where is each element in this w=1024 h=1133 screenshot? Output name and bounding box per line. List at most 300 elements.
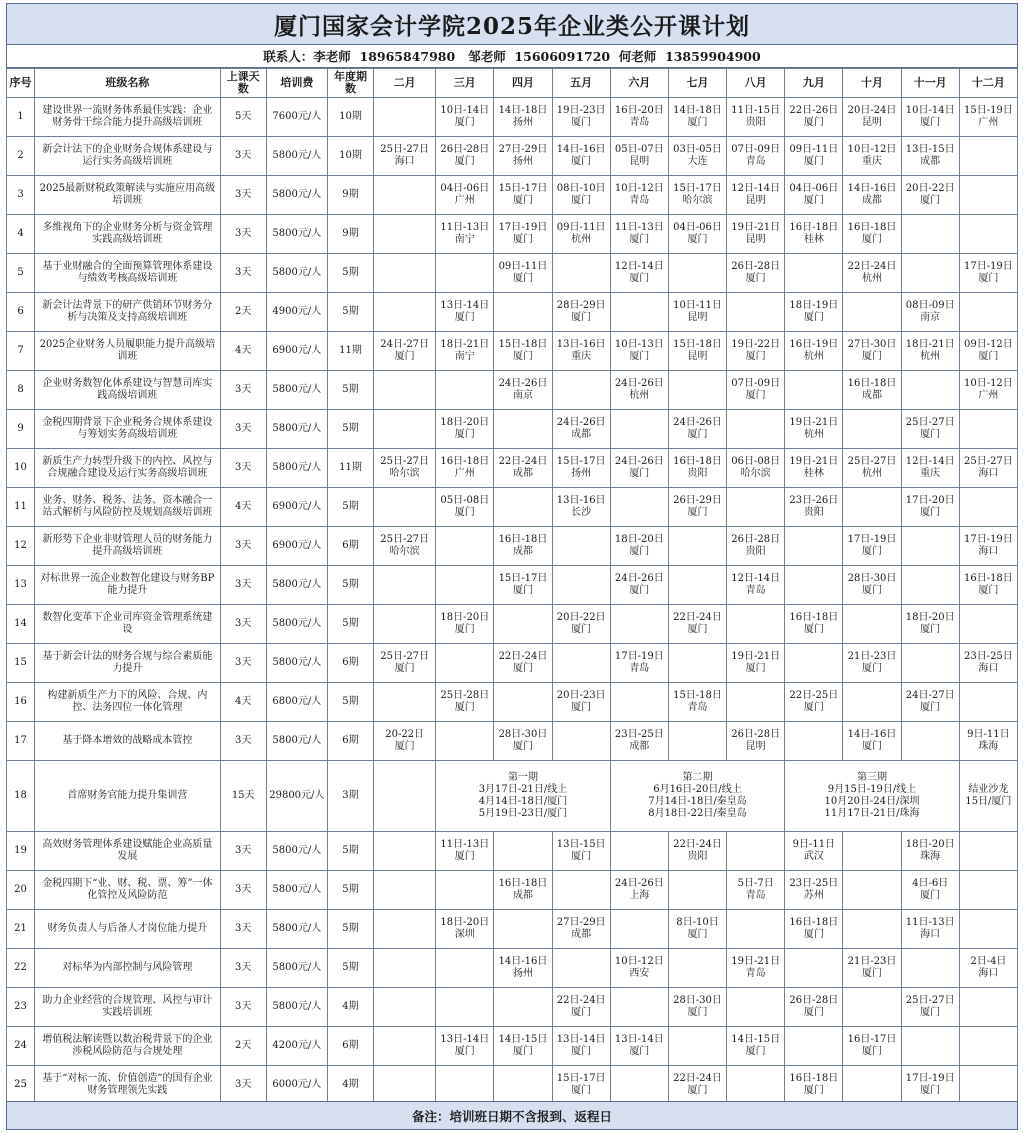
phase-line: 3月17日-21日/线上 [478, 784, 568, 795]
session-cell [668, 605, 726, 644]
session-line: 18日-20日 [440, 612, 490, 623]
session-line: 厦门 [803, 156, 824, 167]
session-line: 厦门 [454, 156, 475, 167]
session-cell [374, 254, 436, 293]
session-line: 24日-26日 [673, 417, 722, 428]
session-line: 20日-23日 [556, 690, 606, 701]
session-cell [436, 98, 494, 137]
table-row [7, 176, 1018, 215]
session-line: 22日-26日 [789, 105, 839, 116]
session-cell [843, 371, 901, 410]
course-periods: 11期 [327, 332, 373, 371]
session-cell [727, 1027, 785, 1066]
session-cell [901, 215, 959, 254]
session-cell [901, 988, 959, 1027]
session-cell [727, 410, 785, 449]
row-number: 23 [7, 988, 35, 1027]
session-cell [668, 988, 726, 1027]
session-cell [552, 254, 610, 293]
session-cell [727, 527, 785, 566]
column-header: 十一月 [901, 69, 959, 98]
row-number: 2 [7, 137, 35, 176]
table-row [7, 722, 1018, 761]
session-line: 厦门 [571, 156, 592, 167]
session-line: 18日-20日 [905, 612, 955, 623]
session-cell [494, 254, 552, 293]
session-line: 19日-21日 [731, 956, 781, 967]
course-periods: 5期 [327, 605, 373, 644]
session-cell [552, 566, 610, 605]
session-cell [785, 488, 843, 527]
session-cell [610, 449, 668, 488]
course-fee: 5800元/人 [266, 910, 327, 949]
session-line: 17日-20日 [905, 495, 955, 506]
session-line: 杭州 [920, 351, 941, 362]
session-line: 珠海 [978, 741, 999, 752]
session-cell [668, 215, 726, 254]
course-periods: 6期 [327, 527, 373, 566]
session-line: 厦门 [454, 312, 475, 323]
table-row [7, 293, 1018, 332]
session-line: 深圳 [454, 929, 475, 940]
session-line: 10日-14日 [905, 105, 955, 116]
session-line: 厦门 [629, 546, 650, 557]
session-line: 27日-29日 [556, 917, 606, 928]
session-cell [727, 644, 785, 683]
session-line: 厦门 [512, 585, 533, 596]
course-days: 3天 [220, 176, 266, 215]
course-periods: 5期 [327, 949, 373, 988]
session-line: 07日-09日 [731, 378, 781, 389]
column-header: 五月 [552, 69, 610, 98]
session-cell [552, 949, 610, 988]
session-cell [843, 605, 901, 644]
session-cell [610, 488, 668, 527]
session-cell [785, 215, 843, 254]
phase-line: 第一期 [507, 772, 538, 783]
course-periods: 5期 [327, 293, 373, 332]
session-cell [668, 1027, 726, 1066]
session-cell [959, 683, 1017, 722]
session-line: 28日-30日 [498, 729, 548, 740]
session-line: 南宁 [454, 234, 475, 245]
session-line: 桂林 [803, 234, 824, 245]
row-number: 19 [7, 832, 35, 871]
session-cell [374, 449, 436, 488]
session-cell [494, 910, 552, 949]
session-line: 12日-14日 [905, 456, 955, 467]
session-line: 贵阳 [745, 117, 766, 128]
session-line: 厦门 [571, 117, 592, 128]
course-fee: 5800元/人 [266, 871, 327, 910]
session-cell [843, 1027, 901, 1066]
session-line: 厦门 [803, 117, 824, 128]
session-cell [901, 449, 959, 488]
session-cell [374, 722, 436, 761]
session-cell [843, 410, 901, 449]
session-cell [843, 176, 901, 215]
session-line: 4日-6日 [912, 878, 949, 889]
session-cell [374, 293, 436, 332]
session-cell [727, 683, 785, 722]
course-fee: 6900元/人 [266, 527, 327, 566]
session-line: 杭州 [803, 429, 824, 440]
session-line: 海口 [394, 156, 415, 167]
session-line: 厦门 [454, 507, 475, 518]
course-periods: 5期 [327, 832, 373, 871]
session-line: 19日-22日 [731, 339, 781, 350]
course-days: 3天 [220, 254, 266, 293]
session-cell [668, 449, 726, 488]
session-line: 18日-20日 [440, 917, 490, 928]
table-row [7, 527, 1018, 566]
session-cell [436, 254, 494, 293]
session-cell [959, 137, 1017, 176]
session-cell [727, 722, 785, 761]
session-line: 海口 [978, 468, 999, 479]
session-cell [610, 683, 668, 722]
session-line: 厦门 [687, 117, 708, 128]
course-name: 业务、财务、税务、法务、资本融合一站式解析与风险防控及规划高级培训班 [35, 488, 221, 527]
row-number: 3 [7, 176, 35, 215]
column-header: 十二月 [959, 69, 1017, 98]
session-line: 11日-13日 [905, 917, 955, 928]
session-cell [785, 832, 843, 871]
session-cell [901, 832, 959, 871]
session-cell [552, 371, 610, 410]
session-line: 10日-12日 [614, 956, 664, 967]
table-row [7, 488, 1018, 527]
course-name: 基于“对标一流、价值创造”的国有企业财务管理领先实践 [35, 1066, 221, 1105]
course-days: 4天 [220, 332, 266, 371]
session-line: 13日-15日 [556, 839, 606, 850]
course-periods: 4期 [327, 988, 373, 1027]
course-fee: 5800元/人 [266, 176, 327, 215]
session-line: 厦门 [687, 1007, 708, 1018]
phase-line: 9月15日-19日/线上 [827, 784, 917, 795]
phase-cell [610, 761, 785, 832]
session-cell [668, 254, 726, 293]
phase-line: 5月19日-23日/厦门 [478, 808, 568, 819]
session-cell [959, 449, 1017, 488]
session-line: 厦门 [920, 624, 941, 635]
session-line: 厦门 [687, 429, 708, 440]
session-line: 海口 [978, 968, 999, 979]
session-cell [727, 488, 785, 527]
session-line: 厦门 [862, 351, 882, 362]
session-cell [959, 761, 1017, 832]
session-cell [901, 644, 959, 683]
session-line: 哈尔滨 [682, 195, 713, 206]
course-periods: 6期 [327, 1027, 373, 1066]
session-cell [843, 488, 901, 527]
table-row [7, 605, 1018, 644]
session-line: 厦门 [745, 273, 766, 284]
session-line: 厦门 [745, 663, 766, 674]
session-cell [610, 988, 668, 1027]
session-cell [436, 410, 494, 449]
session-cell [785, 371, 843, 410]
session-cell [374, 371, 436, 410]
session-cell [959, 332, 1017, 371]
session-line: 厦门 [862, 663, 882, 674]
session-line: 厦门 [629, 468, 650, 479]
session-cell [436, 371, 494, 410]
session-line: 成都 [512, 546, 533, 557]
session-cell [552, 215, 610, 254]
session-cell [959, 1027, 1017, 1066]
course-fee: 5800元/人 [266, 988, 327, 1027]
session-cell [610, 410, 668, 449]
session-line: 09日-12日 [963, 339, 1013, 350]
session-line: 16日-18日 [789, 1073, 839, 1084]
session-cell [610, 871, 668, 910]
session-cell [436, 566, 494, 605]
schedule-table [6, 68, 1018, 1105]
session-line: 厦门 [745, 390, 766, 401]
session-line: 重庆 [920, 468, 941, 479]
session-line: 17日-19日 [847, 534, 897, 545]
session-line: 03日-05日 [673, 144, 722, 155]
session-line: 厦门 [571, 624, 592, 635]
session-cell [374, 98, 436, 137]
session-cell [552, 449, 610, 488]
course-periods: 11期 [327, 449, 373, 488]
session-cell [494, 988, 552, 1027]
session-line: 17日-19日 [614, 651, 664, 662]
session-line: 10日-12日 [614, 183, 664, 194]
session-line: 厦门 [571, 195, 592, 206]
session-line: 扬州 [512, 117, 533, 128]
session-cell [552, 988, 610, 1027]
session-line: 成都 [571, 429, 592, 440]
phase-line: 4月14日-18日/厦门 [478, 796, 568, 807]
session-line: 厦门 [920, 117, 941, 128]
course-days: 3天 [220, 410, 266, 449]
session-cell [959, 254, 1017, 293]
session-cell [668, 137, 726, 176]
row-number: 11 [7, 488, 35, 527]
session-line: 珠海 [920, 851, 941, 862]
course-name: 基于业财融合的全面预算管理体系建设与绩效考核高级培训班 [35, 254, 221, 293]
session-cell [901, 1066, 959, 1105]
session-cell [727, 605, 785, 644]
session-cell [959, 910, 1017, 949]
session-cell [727, 332, 785, 371]
session-line: 厦门 [862, 741, 882, 752]
session-cell [785, 293, 843, 332]
session-cell [610, 832, 668, 871]
course-periods: 3期 [327, 761, 373, 832]
session-line: 厦门 [571, 851, 592, 862]
session-line: 贵阳 [745, 546, 766, 557]
session-cell [668, 410, 726, 449]
phase-line: 第三期 [857, 772, 887, 783]
session-cell [494, 98, 552, 137]
session-cell [668, 644, 726, 683]
course-name: 新会计法背景下的研产供销环节财务分析与决策及支持高级培训班 [35, 293, 221, 332]
session-line: 09日-11日 [498, 261, 548, 272]
course-name: 建设世界一流财务体系最佳实践：企业财务骨干综合能力提升高级培训班 [35, 98, 221, 137]
table-row [7, 644, 1018, 683]
table-row [7, 683, 1018, 722]
course-periods: 5期 [327, 410, 373, 449]
session-cell [843, 832, 901, 871]
session-line: 26日-28日 [731, 729, 781, 740]
session-line: 广州 [978, 390, 999, 401]
session-cell [494, 1027, 552, 1066]
session-line: 26日-28日 [789, 995, 839, 1006]
session-line: 厦门 [862, 234, 882, 245]
course-fee: 6000元/人 [266, 1066, 327, 1105]
session-line: 16日-18日 [963, 573, 1013, 584]
course-days: 3天 [220, 1066, 266, 1105]
session-line: 厦门 [454, 429, 475, 440]
column-header: 七月 [668, 69, 726, 98]
session-line: 13日-14日 [440, 1034, 490, 1045]
session-line: 20日-22日 [905, 183, 955, 194]
session-line: 16日-18日 [498, 534, 548, 545]
session-line: 厦门 [571, 1085, 592, 1096]
session-line: 青岛 [745, 890, 766, 901]
course-fee: 5800元/人 [266, 137, 327, 176]
table-row [7, 371, 1018, 410]
course-days: 3天 [220, 832, 266, 871]
session-line: 厦门 [629, 585, 650, 596]
session-line: 23日-25日 [789, 878, 839, 889]
session-line: 18日-20日 [905, 839, 955, 850]
session-cell [959, 949, 1017, 988]
session-cell [436, 683, 494, 722]
course-fee: 5800元/人 [266, 371, 327, 410]
row-number: 4 [7, 215, 35, 254]
session-line: 昆明 [629, 156, 650, 167]
session-line: 22日-24日 [556, 995, 606, 1006]
session-line: 11日-13日 [440, 222, 490, 233]
table-body [7, 98, 1018, 1105]
session-line: 上海 [629, 890, 650, 901]
row-number: 21 [7, 910, 35, 949]
session-line: 24日-26日 [614, 378, 664, 389]
session-line: 10日-11日 [673, 300, 722, 311]
session-cell [668, 1066, 726, 1105]
session-line: 成都 [629, 741, 650, 752]
session-cell [959, 1066, 1017, 1105]
session-line: 杭州 [629, 390, 650, 401]
row-number: 17 [7, 722, 35, 761]
session-cell [668, 293, 726, 332]
table-row [7, 832, 1018, 871]
session-cell [610, 1027, 668, 1066]
session-line: 海口 [978, 663, 999, 674]
session-cell [436, 988, 494, 1027]
session-line: 27日-29日 [498, 144, 548, 155]
course-days: 3天 [220, 449, 266, 488]
session-cell [436, 722, 494, 761]
session-cell [668, 98, 726, 137]
session-cell [901, 371, 959, 410]
session-line: 15日-18日 [498, 339, 548, 350]
session-line: 16日-19日 [789, 339, 839, 350]
session-line: 厦门 [571, 312, 592, 323]
session-line: 08日-09日 [905, 300, 955, 311]
session-line: 8日-10日 [676, 917, 719, 928]
session-line: 厦门 [920, 1007, 941, 1018]
session-line: 25日-27日 [963, 456, 1013, 467]
session-line: 25日-27日 [847, 456, 897, 467]
row-number: 12 [7, 527, 35, 566]
session-cell [959, 605, 1017, 644]
session-cell [610, 527, 668, 566]
course-name: 企业财务数智化体系建设与智慧司库实践高级培训班 [35, 371, 221, 410]
session-line: 厦门 [978, 351, 999, 362]
session-line: 25日-28日 [440, 690, 490, 701]
session-line: 昆明 [745, 741, 766, 752]
session-cell [901, 527, 959, 566]
session-cell [552, 644, 610, 683]
course-name: 财务负责人与后备人才岗位能力提升 [35, 910, 221, 949]
session-line: 海口 [920, 929, 941, 940]
session-line: 厦门 [920, 507, 941, 518]
course-fee: 7600元/人 [266, 98, 327, 137]
course-name: 数智化变革下企业司库资金管理系统建设 [35, 605, 221, 644]
session-line: 10日-12日 [963, 378, 1013, 389]
session-line: 厦门 [862, 585, 882, 596]
session-line: 厦门 [512, 741, 533, 752]
session-cell [785, 137, 843, 176]
session-line: 厦门 [803, 702, 824, 713]
session-line: 杭州 [862, 273, 882, 284]
session-line: 15日-19日 [963, 105, 1013, 116]
session-line: 15日-17日 [498, 573, 548, 584]
session-line: 23日-25日 [963, 651, 1013, 662]
row-number: 16 [7, 683, 35, 722]
contact-line: 联系人：李老师 18965847980 邹老师 15606091720 何老师 13859904900 [6, 45, 1018, 68]
session-cell [785, 949, 843, 988]
session-line: 昆明 [745, 195, 766, 206]
session-cell [374, 137, 436, 176]
session-cell [610, 176, 668, 215]
session-cell [843, 722, 901, 761]
session-cell [727, 293, 785, 332]
course-fee: 6800元/人 [266, 683, 327, 722]
session-cell [374, 332, 436, 371]
session-cell [374, 1027, 436, 1066]
session-line: 08日-10日 [556, 183, 606, 194]
session-line: 厦门 [687, 1085, 708, 1096]
row-number: 6 [7, 293, 35, 332]
session-cell [610, 98, 668, 137]
session-line: 12日-14日 [731, 183, 781, 194]
session-cell [727, 371, 785, 410]
session-line: 厦门 [803, 1007, 824, 1018]
session-line: 12日-14日 [731, 573, 781, 584]
session-cell [494, 605, 552, 644]
session-cell [959, 98, 1017, 137]
session-line: 青岛 [745, 585, 766, 596]
session-cell [668, 566, 726, 605]
course-periods: 10期 [327, 98, 373, 137]
session-line: 扬州 [571, 468, 592, 479]
session-cell [668, 332, 726, 371]
session-cell [436, 527, 494, 566]
session-line: 成都 [920, 156, 941, 167]
session-line: 10日-13日 [614, 339, 664, 350]
session-line: 厦门 [745, 1046, 766, 1057]
course-days: 3天 [220, 988, 266, 1027]
session-line: 贵阳 [687, 851, 708, 862]
session-line: 22日-24日 [673, 839, 722, 850]
